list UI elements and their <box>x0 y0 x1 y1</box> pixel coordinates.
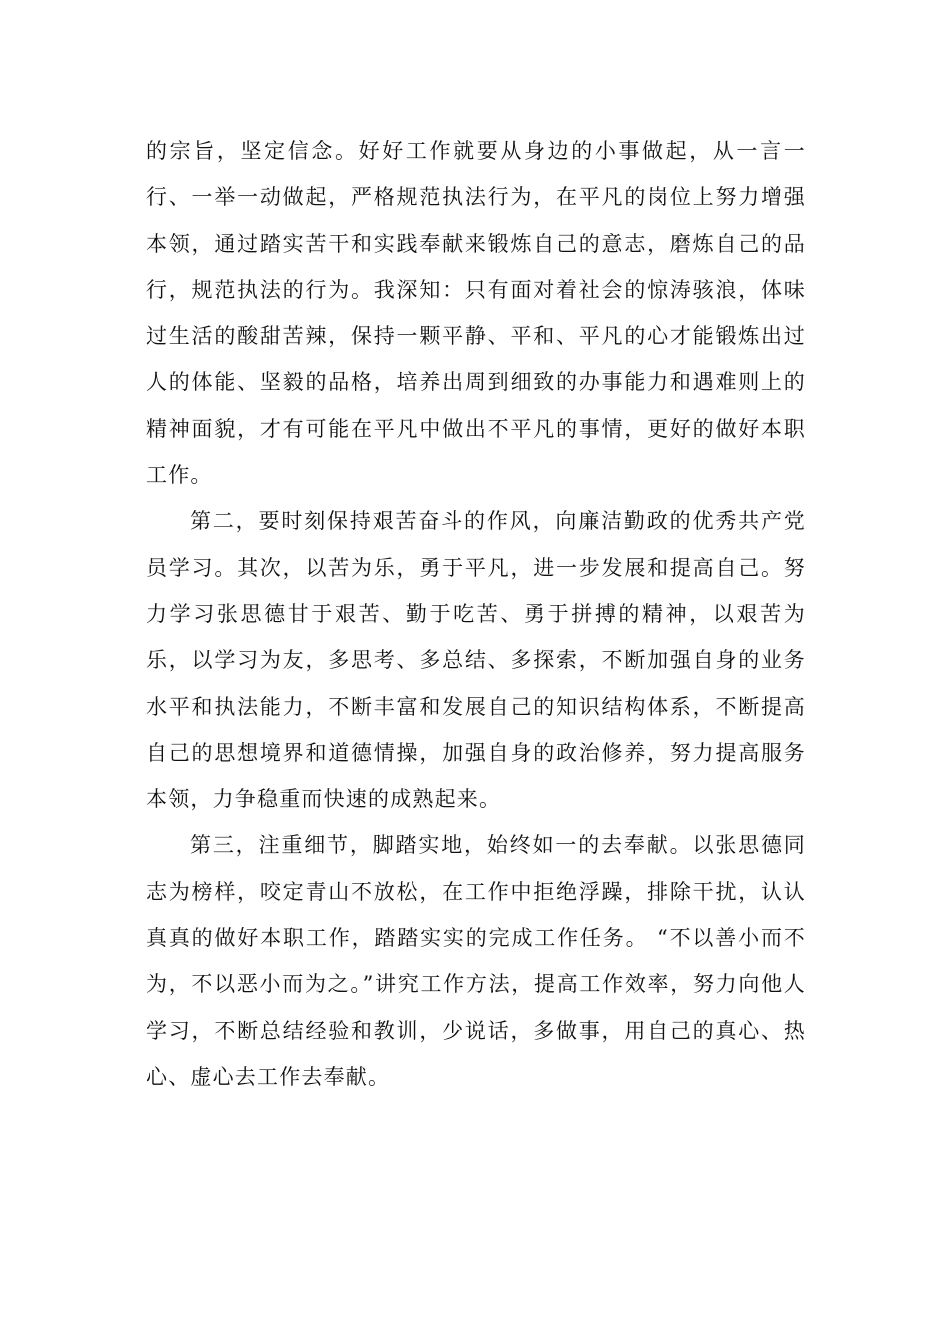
paragraph-1: 的宗旨，坚定信念。好好工作就要从身边的小事做起，从一言一行、一举一动做起，严格规范执法行为，在平凡的岗位上努力增强本领，通过踏实苦干和实践奉献来锻炼自己的意志，磨炼自己的品行，规范执法的行为。我深知：只有面对着社会的惊涛骇浪，体味过生活的酸甜苦辣，保持一颗平静、平和、平凡的心才能锻炼出过人的体能、坚毅的品格，培养出周到细致的办事能力和遇难则上的精神面貌，才有可能在平凡中做出不平凡的事情，更好的做好本职工作。 <box>146 139 806 488</box>
document-body <box>146 128 806 1100</box>
paragraph-2: 第二，要时刻保持艰苦奋斗的作风，向廉洁勤政的优秀共产党员学习。其次，以苦为乐，勇于平凡，进一步发展和提高自己。努力学习张思德甘于艰苦、勤于吃苦、勇于拼搏的精神，以艰苦为乐，以学习为友，多思考、多总结、多探索，不断加强自身的业务水平和执法能力，不断丰富和发展自己的知识结构体系，不断提高自己的思想境界和道德情操，加强自身的政治修养，努力提高服务本领，力争稳重而快速的成熟起来。 <box>146 509 806 812</box>
paragraph-3: 第三，注重细节，脚踏实地，始终如一的去奉献。以张思德同志为榜样，咬定青山不放松，在工作中拒绝浮躁，排除干扰，认认真真的做好本职工作，踏踏实实的完成工作任务。 “不以善小而不为，不以恶小而为之。”讲究工作方法，提高工作效率，努力向他人学习，不断总结经验和教训，少说话，多做事，用自己的真心、热心、虚心去工作去奉献。 <box>146 833 806 1089</box>
